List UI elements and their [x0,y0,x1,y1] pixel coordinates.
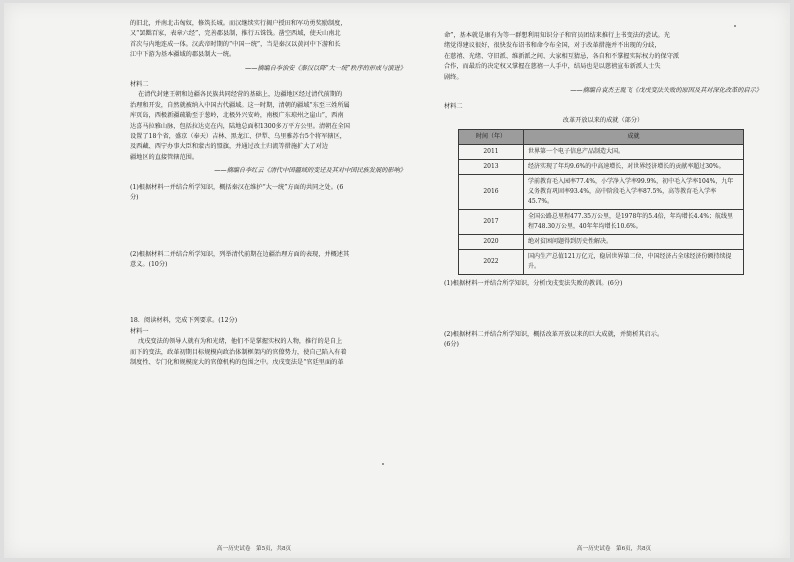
source-citation: ——摘编自袁杰王胤飞《戊戌变法失败的原因及其对深化改革的启示》 [570,87,762,95]
question-2-tail: (6分) [444,341,459,349]
material-line: 在清代封建王朝和边疆各民族共同经营的基础上，边疆地区经过清代前期的 [138,91,343,99]
intro-line: 命”，基本就是康有为等一群想利用知识分子和官员团结来推行上书变法的尝试。光 [444,32,670,39]
material-line: 制度性、专门化和规模庞大的官僚机构的包围之中。戊戌变法是“官廷里面的革 [130,358,344,366]
achievements-table [458,129,744,275]
table-row [459,210,744,235]
material-line: 戊戌变法的领导人就有为和光绪，他们不是掌握实权的人物，推行的是自上 [138,338,343,346]
intro-line: 首次与内地连成一体。汉武帝时期的“中国一统”，当是秦汉以黄河中下游和长 [130,40,341,48]
question-2-tail: 意义。(10分) [130,260,168,268]
intro-line: 又“罢黜百家，表章六经”，完善郡县制，推行五铢钱。凿空西域，使天山南北 [130,30,341,38]
source-citation: ——摘编自李红云《清代中国疆域的变迁及其对中国民族发展的影响》 [214,167,406,175]
exam-sheet [4,3,790,558]
source-citation: ——摘编自李治安《秦汉以降“大一统”秩序的形成与演进》 [244,64,406,72]
year-cell: 2022 [459,250,524,275]
year-cell: 2020 [459,235,524,250]
page-footer: 高一历史试卷 第6页，共8页 [576,546,652,552]
achievement-cell: 经济实现了年均9.6%的中高速增长，对世界经济增长的贡献率超过30%。 [524,160,744,175]
table-row [459,145,744,160]
table-header-row [459,130,744,145]
achievement-cell: 国内生产总值121万亿元，稳居世界第二位，中国经济占全球经济份额持续提升。 [524,250,744,275]
answer-space[interactable] [130,204,406,250]
intro-line: 合作，而最后的决定权又掌握在慈禧一人手中，结局也是以慈禧宣布新派人士失 [444,63,661,71]
year-cell: 2016 [459,175,524,210]
year-cell: 2013 [459,160,524,175]
table-header: 成就 [524,130,744,145]
table-row [459,160,744,175]
table-header: 时间（年） [459,130,524,145]
question-2: (2)根据材料二并结合所学知识，概括改革开放以来的巨大成就，并简析其启示。 [444,330,664,338]
scan-speck [382,463,384,465]
table-row [459,250,744,275]
material-2-heading: 材料二 [444,103,463,111]
achievement-cell: 绝对贫困问题得到历史性解决。 [524,235,744,250]
question-2: (2)根据材料二并结合所学知识，列举清代前期在边疆治理方面的表现，并概述其 [130,250,350,258]
right-page [444,31,762,350]
table-row [459,235,744,250]
intro-line: 的旧北，并南北击匈奴，修筑长城。而汉继续实行揭户授田和军功勇奖励制度， [130,20,347,27]
question-1: (1)根据材料一并结合所学知识，概括秦汉在维护“大一统”方面的共同之处。(6 [130,183,344,191]
intro-line: 剧终。 [444,73,463,81]
year-cell: 2017 [459,210,524,235]
left-page [130,19,406,368]
answer-space[interactable] [444,290,762,330]
intro-line: 在慈禧、光绪、守旧派、维新派之间、大家相互猜忌，各自和不掌握实际权力的保守派 [444,52,680,60]
answer-space[interactable] [130,270,406,316]
page-footer: 高一历史试卷 第5页，共8页 [216,546,292,552]
material-line: 库页岛，西极新疆疏勒至于葱岭，北极外兴安岭，南极广东琼州之崖山”，西南 [130,112,344,120]
material-line: 达喜马拉雅山脉，包括拉达克在内，陆地总面积1300多万平方公里。清朝在全国 [130,122,350,130]
material-2-heading: 材料二 [130,81,149,89]
achievement-cell: 全国公路总里程477.35万公里，是1978年的5.4倍，年均增长4.4%；航线里程748.30万公里，40年年均增长10.6%。 [524,210,744,235]
intro-line: 绪觉得建议很好，很快发布诏书和命令布全国，对于改革措施并不出现的分歧， [444,42,661,50]
section-18-heading: 18．阅读材料，完成下列要求。(12分) [130,317,238,325]
question-1-tail: 分) [130,194,139,202]
table-caption: 改革开放以来的成就（部分） [562,116,644,124]
material-line: 而下的变法，政革初期目标规模向政治体制框架内的官僚势力，使自己陷入有着 [130,348,347,356]
achievement-cell: 学前教育毛入园率77.4%，小学净入学率99.9%，初中毛入学率104%，九年义务教育巩固率93.4%，高中阶段毛入学率87.5%，高等教育毛入学率45.7%。 [524,175,744,210]
year-cell: 2011 [459,145,524,160]
achievement-cell: 世界第一个电子信息产品制造大国。 [524,145,744,160]
intro-line: 江中下游为基本疆域的郡县制大一统。 [130,51,236,59]
question-1: (1)根据材料一并结合所学知识，分析戊戌变法失败的教训。(6分) [444,280,623,288]
material-line: 治理和开发，自然就被纳入中国古代疆域。这一时期，清朝的疆域“东至三姓所属 [130,101,350,109]
material-line: 疆地区的直接管辖范围。 [130,153,199,161]
material-line: 设置了18个省，盛京（奉天）吉林、黑龙江、伊犁、乌里雅苏台5个将军辖区， [130,133,346,141]
table-row [459,175,744,210]
material-line: 及西藏、西宁办事大臣和蒙古的盟旗，并通过改土归流等措施扩大了对边 [130,143,328,151]
scan-speck [734,25,736,27]
material-1-heading: 材料一 [130,327,149,335]
